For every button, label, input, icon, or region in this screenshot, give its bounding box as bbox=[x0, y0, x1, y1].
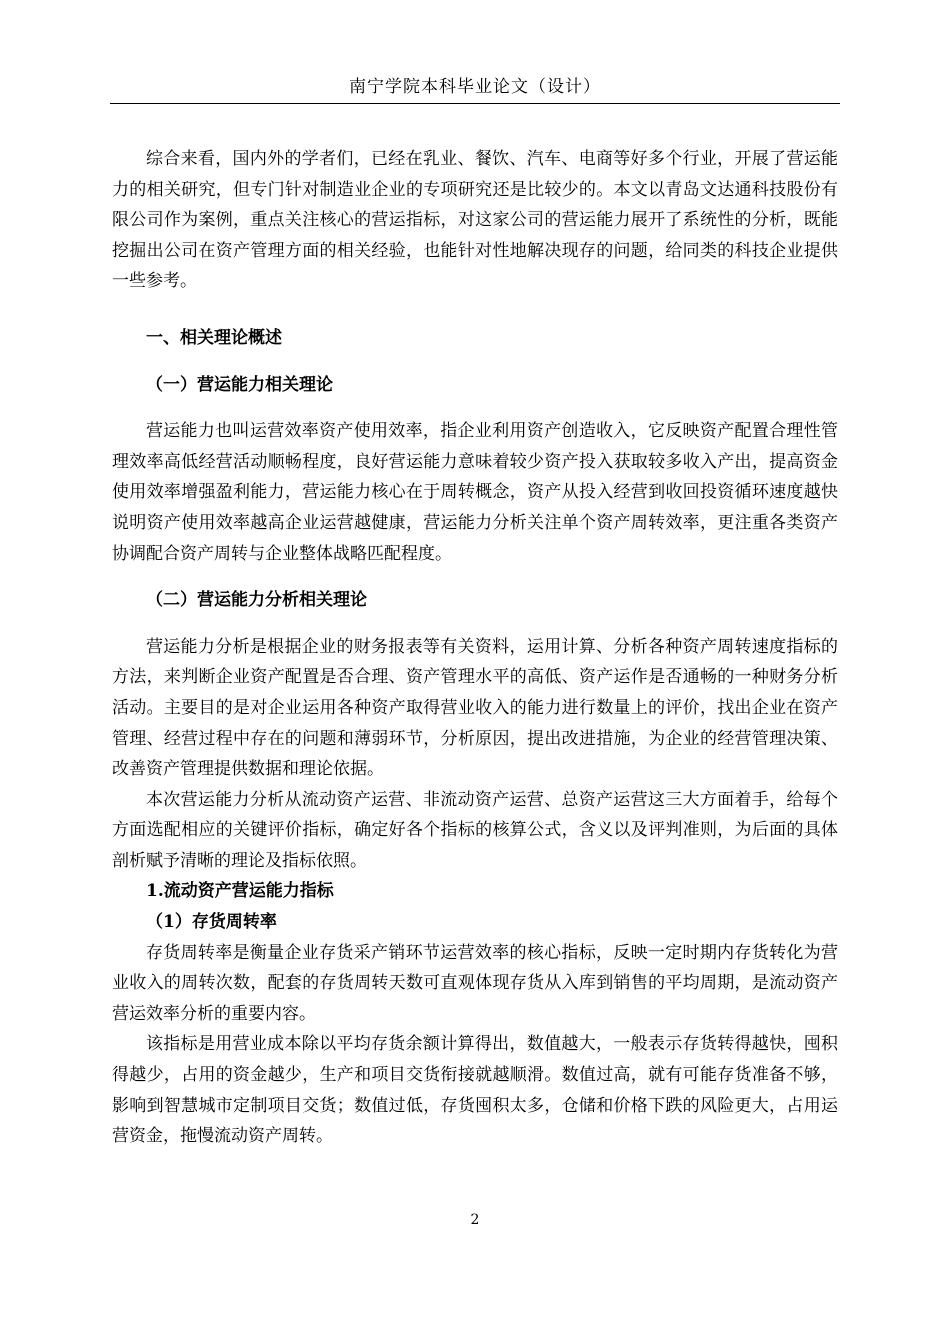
body-paragraph: 营运能力分析是根据企业的财务报表等有关资料，运用计算、分析各种资产周转速度指标的方法，来判断企业资产配置是否合理、资产管理水平的高低、资产运作是否通畅的一种财务分析活动。主要目的是对企业运用各种资产取得营业收入的能力进行数量上的评价，找出企业在资产管理、经营过程中存在的问题和薄弱环节，分析原因，提出改进措施，为企业的经营管理决策、改善资产管理提供数据和理论依据。 bbox=[112, 636, 838, 780]
running-header: 南宁学院本科毕业论文（设计） bbox=[349, 77, 601, 97]
body-paragraph: 本次营运能力分析从流动资产运营、非流动资产运营、总资产运营这三大方面着手，给每个方面选配相应的关键评价指标，确定好各个指标的核算公式，含义以及评判准则，为后面的具体剖析赋予清晰的理论及指标依照。 bbox=[112, 789, 838, 871]
spacer bbox=[112, 297, 838, 323]
page-number: 2 bbox=[470, 1212, 480, 1228]
spacer bbox=[112, 616, 838, 632]
body-paragraph: 存货周转率是衡量企业存货采产销环节运营效率的核心指标，反映一定时期内存货转化为营业收入的周转次数，配套的存货周转天数可直观体现存货从入库到销售的平均周期，是流动资产营运效率分析的重要内容。 bbox=[112, 942, 838, 1024]
spacer bbox=[112, 400, 838, 416]
page-body bbox=[112, 144, 838, 1152]
spacer bbox=[112, 354, 838, 370]
section-heading: 一、相关理论概述 bbox=[146, 327, 282, 348]
header-divider bbox=[110, 103, 840, 104]
subitem-heading: （1）存货周转率 bbox=[146, 912, 277, 933]
subsection-heading: （一）营运能力相关理论 bbox=[146, 374, 333, 395]
body-paragraph: 该指标是用营业成本除以平均存货余额计算得出，数值越大，一般表示存货转得越快，囤积得越少，占用的资金越少，生产和项目交货衔接就越顺滑。数值过高，就有可能存货准备不够，影响到智慧城市定制项目交货；数值过低，存货囤积太多，仓储和价格下跌的风险更大，占用运营资金，拖慢流动资产周转。 bbox=[112, 1034, 838, 1147]
spacer bbox=[112, 569, 838, 585]
body-paragraph: 营运能力也叫运营效率资产使用效率，指企业利用资产创造收入，它反映资产配置合理性管理效率高低经营活动顺畅程度，良好营运能力意味着较少资产投入获取较多收入产出，提高资金使用效率增强盈利能力，营运能力核心在于周转概念，资产从投入经营到收回投资循环速度越快说明资产使用效率越高企业运营越健康，营运能力分析关注单个资产周转效率，更注重各类资产协调配合资产周转与企业整体战略匹配程度。 bbox=[112, 421, 838, 564]
subsection-heading: （二）营运能力分析相关理论 bbox=[146, 590, 367, 611]
item-heading: 1.流动资产营运能力指标 bbox=[146, 881, 334, 902]
intro-paragraph: 综合来看，国内外的学者们，已经在乳业、餐饮、汽车、电商等好多个行业，开展了营运能力的相关研究，但专门针对制造业企业的专项研究还是比较少的。本文以青岛文达通科技股份有限公司作为案例，重点关注核心的营运指标，对这家公司的营运能力展开了系统性的分析，既能挖掘出公司在资产管理方面的相关经验，也能针对性地解决现存的问题，给同类的科技企业提供一些参考。 bbox=[112, 149, 838, 292]
